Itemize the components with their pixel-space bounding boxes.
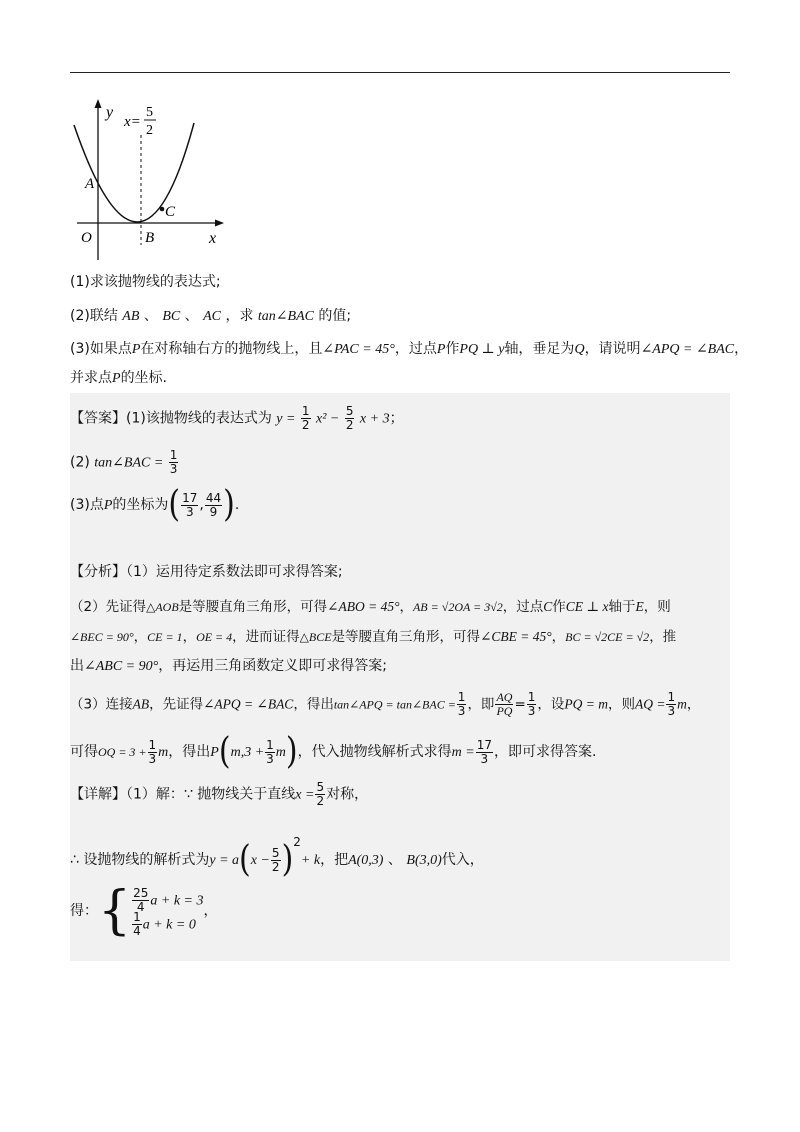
analysis-expr: OE = 4 <box>196 630 233 644</box>
paren-open: ( <box>218 730 231 773</box>
analysis-text: ，推 <box>649 629 677 645</box>
answer-text: (1)该抛物线的表达式为 <box>126 410 272 427</box>
frac-num: 1 <box>527 690 536 704</box>
frac-den: 3 <box>185 504 194 519</box>
q2-var-ac: AC <box>203 309 221 324</box>
analysis-text: ，再运用三角函数定义即可求得答案; <box>158 658 387 674</box>
frac-den: 9 <box>209 504 218 519</box>
q3-text: (3)如果点 <box>70 341 132 357</box>
frac-den: 2 <box>301 418 310 432</box>
analysis-var: AB <box>132 696 150 712</box>
fraction <box>271 847 281 874</box>
brace: { <box>98 881 132 941</box>
fraction <box>132 911 142 938</box>
answer-line-1 <box>70 405 404 432</box>
frac-den: 2 <box>345 418 354 432</box>
paren-close: ) <box>285 730 298 773</box>
detail-expr: y = a <box>209 853 240 868</box>
q3-expression: ∠PAC = 45° <box>322 342 395 357</box>
origin-label: O <box>81 230 92 246</box>
detail-expr: + k <box>300 853 321 868</box>
detail-line-2 <box>70 832 484 881</box>
detail-expr: a + k = 0 <box>142 917 196 933</box>
fraction <box>148 739 158 766</box>
answer-line-3 <box>70 483 240 526</box>
answer-expr: x² − <box>316 411 340 427</box>
analysis-text: 是等腰直角三角形，可得 <box>331 629 481 645</box>
analysis-text: （3）连接 <box>70 696 133 713</box>
analysis-text: 出 <box>70 658 84 674</box>
analysis-var: C <box>543 599 553 614</box>
fraction <box>265 739 275 766</box>
fraction <box>205 492 222 519</box>
detail-line-1 <box>70 781 368 808</box>
paren-open: ( <box>168 483 181 526</box>
q3-var: Q <box>574 342 585 357</box>
analysis-text: ，先证得 <box>149 696 204 713</box>
answer-text: (3)点 <box>70 497 104 513</box>
question-3 <box>70 339 748 360</box>
answer-expr: tan∠BAC = <box>94 455 164 471</box>
analysis-text: ， <box>551 629 566 645</box>
q3-var: P <box>436 342 446 357</box>
answer-text: (2) <box>70 454 90 471</box>
analysis-expr: BC = √2CE = √2 <box>565 630 650 644</box>
fraction <box>315 781 325 808</box>
analysis-text: （2）先证得 <box>70 599 147 615</box>
detail-text: ∴ 设抛物线的解析式为 <box>70 852 210 868</box>
symmetry-num: 5 <box>146 105 153 120</box>
detail-expr: a + k = 3 <box>150 893 204 909</box>
frac-den: PQ <box>496 704 513 718</box>
parabola-graph <box>72 95 232 265</box>
analysis-text: ，则 <box>643 599 671 615</box>
y-axis-label: y <box>106 104 114 121</box>
answer-text: 的坐标为 <box>112 497 169 513</box>
analysis-expr: m = <box>451 745 475 760</box>
analysis-text: ，得出 <box>168 744 211 760</box>
exponent: 2 <box>293 835 301 849</box>
question-3-line-2 <box>70 368 167 389</box>
frac-num: 1 <box>301 404 310 418</box>
analysis-var: P <box>210 745 219 760</box>
fraction <box>181 492 198 519</box>
question-1: (1)求该抛物线的表达式; <box>70 274 221 290</box>
fraction <box>301 405 311 432</box>
analysis-expr: CE ⊥ x <box>565 599 609 614</box>
top-rule <box>70 72 730 73</box>
frac-den: 4 <box>136 900 145 914</box>
analysis-expr: PQ = m <box>564 696 608 712</box>
frac-den: 3 <box>148 751 157 766</box>
q3-text: ， <box>734 341 749 357</box>
analysis-var: m <box>158 745 169 760</box>
analysis-line-2 <box>70 597 671 617</box>
frac-den: 4 <box>133 924 141 938</box>
frac-den: 3 <box>266 751 274 766</box>
detail-expr: A(0,3) <box>348 853 384 868</box>
analysis-text: = <box>514 696 526 713</box>
frac-num: 5 <box>316 780 325 794</box>
equation-1 <box>131 886 204 914</box>
analysis-text: ，代入抛物线解析式求得 <box>297 744 452 760</box>
q3-expression: PQ ⊥ y <box>459 342 505 357</box>
q2-var-ab: AB <box>122 309 140 324</box>
frac-den: 2 <box>316 794 325 808</box>
detail-line-3 <box>70 880 217 942</box>
detail-text: 得： <box>70 903 98 919</box>
detail-text: 【详解】（1）解：∵ 抛物线关于直线 <box>70 786 296 803</box>
frac-num: 1 <box>266 737 274 752</box>
answer-line-2 <box>70 449 179 476</box>
analysis-line-1: 【分析】（1）运用待定系数法即可求得答案; <box>70 564 343 580</box>
frac-den: 3 <box>527 704 536 718</box>
frac-num: 17 <box>476 737 492 752</box>
frac-den: 3 <box>667 704 676 718</box>
paren-open: ( <box>239 838 251 881</box>
analysis-expr: tan∠APQ = tan∠BAC = <box>333 697 456 712</box>
analysis-text: ， <box>686 696 701 713</box>
equation-system <box>131 886 204 938</box>
fraction <box>169 449 179 476</box>
analysis-text: ， <box>399 599 413 615</box>
detail-text: 对称， <box>326 786 369 803</box>
frac-den: 2 <box>271 859 280 874</box>
frac-den: 3 <box>457 704 466 718</box>
q2-sep: 、 <box>184 308 204 324</box>
answer-tag: 【答案】 <box>70 410 126 427</box>
analysis-expr: ∠CBE = 45° <box>480 629 552 644</box>
analysis-line-4 <box>70 656 387 677</box>
analysis-expr: ∠APQ = ∠BAC <box>203 696 294 712</box>
fraction <box>457 691 467 718</box>
detail-text: ， <box>203 903 218 919</box>
frac-den: 3 <box>480 751 489 766</box>
analysis-text: ，即 <box>467 696 495 713</box>
analysis-text: ，设 <box>537 696 565 713</box>
frac-num: 1 <box>169 448 178 462</box>
answer-expr: x + 3 <box>359 411 390 427</box>
detail-expr: x = <box>295 787 315 803</box>
detail-expr: B(3,0) <box>406 853 442 868</box>
q3-text: ，过点 <box>394 341 437 357</box>
analysis-text: ，则 <box>608 696 635 713</box>
analysis-expr: CE = 1 <box>147 630 183 644</box>
q3-text: 轴，垂足为 <box>504 341 575 357</box>
x-axis-label: x <box>209 230 217 247</box>
analysis-expr: m,3 + <box>230 745 265 760</box>
analysis-expr: ∠ABO = 45° <box>327 599 400 614</box>
q3-text: 的坐标. <box>120 370 168 386</box>
q3-var: P <box>131 342 141 357</box>
analysis-expr: △AOB <box>146 600 179 614</box>
analysis-line-5 <box>70 691 700 718</box>
q2-expression: tan∠BAC <box>257 309 314 324</box>
analysis-expr: AB = √2OA = 3√2 <box>412 600 503 614</box>
frac-num: 5 <box>345 404 354 418</box>
fraction <box>345 405 355 432</box>
detail-expr: x − <box>250 853 270 868</box>
frac-num: 25 <box>133 886 149 900</box>
analysis-line-3 <box>70 627 676 647</box>
analysis-expr: △BCE <box>299 630 332 644</box>
paren-close: ) <box>281 838 294 881</box>
analysis-text: ， <box>182 629 197 645</box>
analysis-text: 轴于 <box>608 599 636 615</box>
frac-num: 5 <box>271 845 280 860</box>
answer-shade <box>70 393 730 961</box>
analysis-text: 是等腰直角三角形，可得 <box>178 599 328 615</box>
analysis-text: 作 <box>552 599 566 615</box>
q2-text: ，求 <box>225 308 254 324</box>
analysis-expr: OQ = 3 + <box>98 745 147 759</box>
q3-expression: ∠APQ = ∠BAC <box>640 342 735 357</box>
analysis-text: ，进而证得 <box>232 629 300 645</box>
frac-num: 17 <box>182 490 198 505</box>
paren-close: ) <box>223 483 235 526</box>
frac-den: 3 <box>169 462 178 476</box>
analysis-text: ，得出 <box>293 696 334 713</box>
detail-text: 、 <box>383 852 407 868</box>
detail-text: 代入， <box>441 852 484 868</box>
answer-text: ； <box>389 410 404 427</box>
q2-text: 的值; <box>318 308 352 324</box>
point-c-label: C <box>165 204 176 220</box>
q2-var-bc: BC <box>162 309 181 324</box>
answer-var: P <box>103 498 113 513</box>
analysis-text: ，即可求得答案. <box>493 744 597 760</box>
frac-num: AQ <box>496 690 513 704</box>
symmetry-den: 2 <box>146 123 153 138</box>
detail-text: ，把 <box>320 852 349 868</box>
q2-sep: 、 <box>143 308 163 324</box>
fraction <box>495 691 513 718</box>
q3-text: 在对称轴右方的抛物线上，且 <box>140 341 323 357</box>
q3-text: 作 <box>445 341 460 357</box>
answer-expr: y = <box>276 411 296 427</box>
analysis-var: E <box>635 599 644 614</box>
frac-num: 1 <box>148 737 157 752</box>
analysis-expr: ∠BEC = 90° <box>70 630 134 644</box>
question-2 <box>70 306 351 327</box>
q2-text: (2)联结 <box>70 308 118 324</box>
equation-2 <box>131 910 203 938</box>
analysis-expr: AQ = <box>635 696 666 712</box>
point-a-label: A <box>85 176 95 192</box>
q3-var: P <box>112 371 121 386</box>
frac-num: 1 <box>133 910 141 924</box>
answer-text: . <box>234 497 240 513</box>
fraction <box>476 739 493 766</box>
q3-text: ，请说明 <box>584 341 641 357</box>
point-b-label: B <box>145 230 155 246</box>
symmetry-label: x= <box>124 114 141 130</box>
frac-num: 1 <box>667 690 676 704</box>
analysis-text: 可得 <box>70 744 98 760</box>
q3-text: 并求点 <box>70 370 112 386</box>
fraction <box>527 691 537 718</box>
frac-num: 1 <box>457 690 466 704</box>
analysis-line-6 <box>70 730 597 773</box>
answer-text: , <box>199 497 204 513</box>
analysis-var: m <box>677 696 687 712</box>
analysis-var: m <box>275 745 286 760</box>
frac-num: 44 <box>205 490 222 505</box>
analysis-text: ， <box>133 629 148 645</box>
fraction <box>666 691 676 718</box>
analysis-text: ，过点 <box>502 599 544 615</box>
analysis-expr: ∠ABC = 90° <box>84 659 159 674</box>
